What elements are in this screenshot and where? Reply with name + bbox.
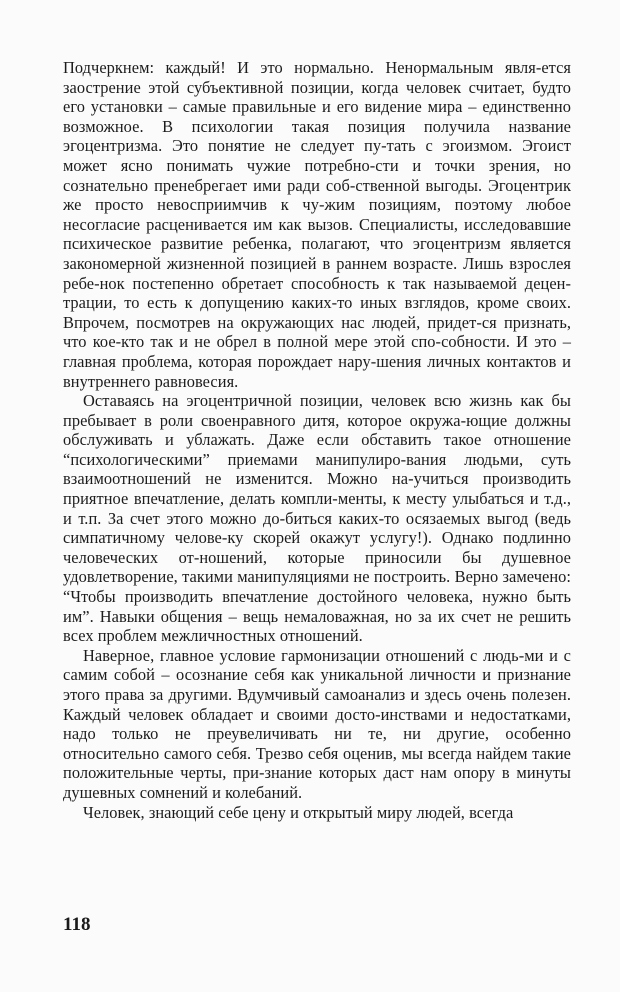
paragraph-1: Подчеркнем: каждый! И это нормально. Ненормальным явля-ется заострение этой субъективной позиции, когда человек считает, будто его установки – самые правильные и его видение мира – единственно возможное. В психологии такая позиция получила название эгоцентризма. Это понятие не следует пу-тать с эгоизмом. Эгоист может ясно понимать чужие потребно-сти и точки зрения, но сознательно пренебрегает ими ради соб-ственной выгоды. Эгоцентрик же просто невосприимчив к чу-жим позициям, поэтому любое несогласие расценивается им как вызов. Специалисты, исследовавшие психическое развитие ребенка, полагают, что эгоцентризм является закономерной жизненной позицией в раннем возрасте. Лишь взрослея ребе-нок постепенно обретает способность к так называемой децен-трации, то есть к допущению каких-то иных взглядов, кроме своих. Впрочем, посмотрев на окружающих нас людей, придет-ся признать, что кое-кто так и не обрел в полной мере этой спо-собности. И это – главная проблема, которая порождает нару-шения личных контактов и внутреннего равновесия. [63,58,571,391]
paragraph-2: Оставаясь на эгоцентричной позиции, человек всю жизнь как бы пребывает в роли своенравного дитя, которое окружа-ющие должны обслуживать и ублажать. Даже если обставить такое отношение “психологическими” приемами манипулиро-вания людьми, суть взаимоотношений не изменится. Можно на-учиться производить приятное впечатление, делать компли-менты, к месту улыбаться и т.д., и т.п. За счет этого можно до-биться каких-то осязаемых выгод (ведь симпатичному челове-ку скорей окажут услугу!). Однако подлинно человеческих от-ношений, которые приносили бы душевное удовлетворение, такими манипуляциями не построить. Верно замечено: “Чтобы производить впечатление достойного человека, нужно быть им”. Навыки общения – вещь немаловажная, но за их счет не решить всех проблем межличностных отношений. [63,391,571,646]
page-number: 118 [63,914,91,935]
body-text [63,58,571,822]
paragraph-3: Наверное, главное условие гармонизации отношений с людь-ми и с самим собой – осознание себя как уникальной личности и признание этого права за другими. Вдумчивый самоанализ и здесь очень полезен. Каждый человек обладает и своими досто-инствами и недостатками, надо только не преувеличивать ни те, ни другие, особенно относительно самого себя. Трезво себя оценив, мы всегда найдем такие положительные черты, при-знание которых даст нам опору в минуты душевных сомнений и колебаний. [63,645,571,802]
paragraph-4: Человек, знающий себе цену и открытый миру людей, всегда [83,802,514,822]
